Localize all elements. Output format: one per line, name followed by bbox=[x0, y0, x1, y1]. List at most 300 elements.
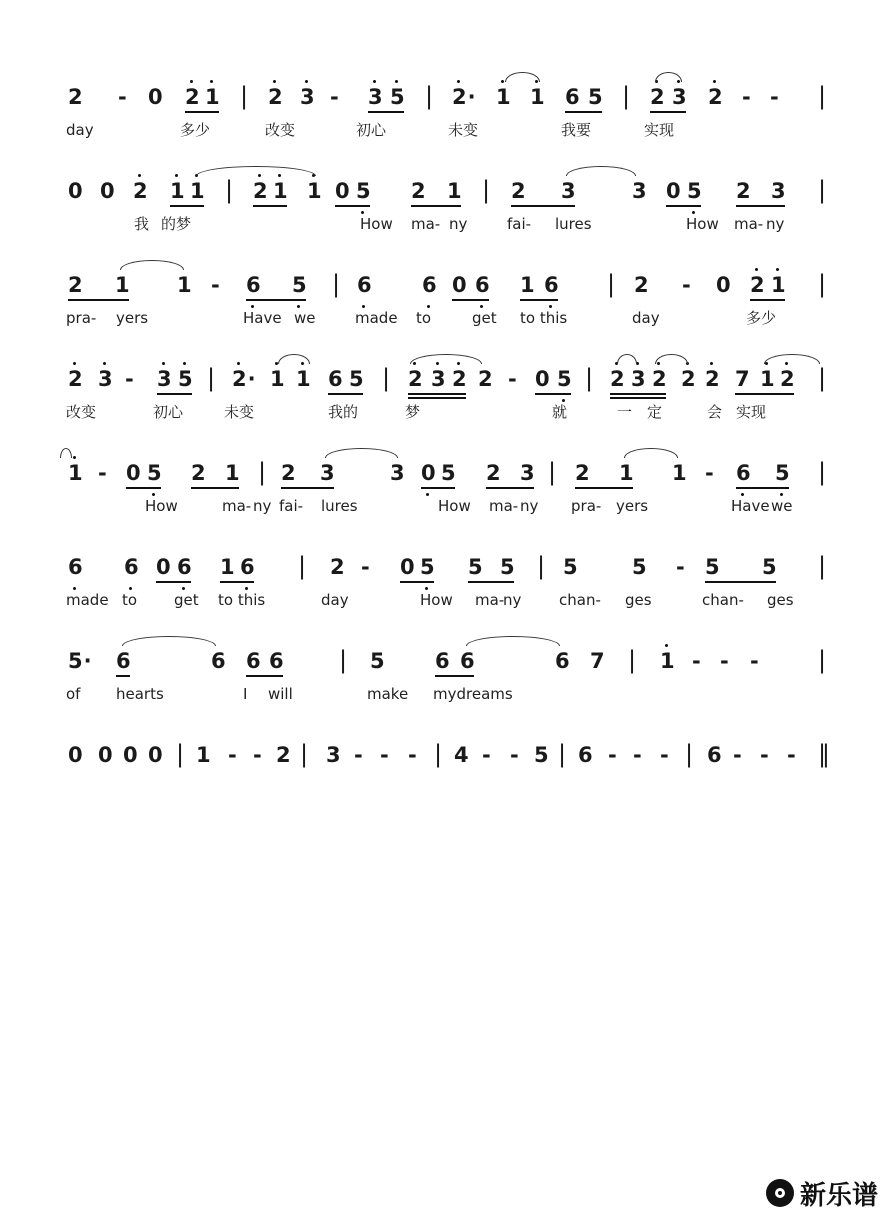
note: 1 bbox=[270, 367, 286, 391]
beam-underline bbox=[575, 487, 633, 489]
lyric: 未变 bbox=[224, 403, 255, 421]
beam-underline bbox=[335, 205, 370, 207]
note-extension: - bbox=[750, 649, 760, 673]
beam-underline bbox=[486, 487, 534, 489]
note: 5 bbox=[356, 179, 372, 203]
note: 6 bbox=[116, 649, 132, 673]
lyric: ny bbox=[253, 497, 272, 515]
barline: | bbox=[434, 740, 444, 768]
beam-underline bbox=[220, 581, 254, 583]
note: 0 bbox=[452, 273, 468, 297]
note: 1 bbox=[273, 179, 289, 203]
barline: | bbox=[818, 458, 828, 486]
beam-underline bbox=[750, 299, 785, 301]
beam-underline bbox=[520, 299, 558, 301]
note-extension: - bbox=[330, 85, 340, 109]
note-extension: - bbox=[720, 649, 730, 673]
note: 1 bbox=[225, 461, 241, 485]
note: 2 bbox=[330, 555, 346, 579]
lyric: 改变 bbox=[265, 121, 296, 139]
note: 3 bbox=[672, 85, 688, 109]
note: 6 bbox=[246, 273, 262, 297]
note: 2 bbox=[68, 273, 84, 297]
note-extension: - bbox=[633, 743, 643, 767]
beam-underline bbox=[650, 111, 686, 113]
note: 6 bbox=[565, 85, 581, 109]
barline: | bbox=[548, 458, 558, 486]
beam-underline bbox=[736, 487, 789, 489]
note: 5 bbox=[557, 367, 573, 391]
note: 5 bbox=[349, 367, 365, 391]
octave-dot-low bbox=[245, 587, 248, 590]
note: 2 bbox=[253, 179, 269, 203]
note: 2 bbox=[750, 273, 766, 297]
beam-underline bbox=[411, 205, 461, 207]
lyric: 我 bbox=[134, 215, 150, 233]
lyric: ges bbox=[767, 591, 794, 609]
note-extension: - bbox=[482, 743, 492, 767]
lyric: fai- bbox=[507, 215, 532, 233]
note: 5 bbox=[441, 461, 457, 485]
note-extension: - bbox=[354, 743, 364, 767]
note: 2 bbox=[191, 461, 207, 485]
note-extension: - bbox=[408, 743, 418, 767]
note: 5 bbox=[292, 273, 308, 297]
note: 5 bbox=[705, 555, 721, 579]
lyric: chan- bbox=[559, 591, 601, 609]
score-system bbox=[0, 84, 888, 174]
lyric: we bbox=[294, 309, 316, 327]
score-system bbox=[0, 648, 888, 738]
note: 5 bbox=[390, 85, 406, 109]
note: 5 bbox=[762, 555, 778, 579]
lyric: How bbox=[145, 497, 178, 515]
note-extension: - bbox=[742, 85, 752, 109]
logo-text: 新乐谱 bbox=[799, 1180, 878, 1211]
beam-underline bbox=[246, 675, 283, 677]
note: 3 bbox=[98, 367, 114, 391]
note: 1 bbox=[220, 555, 236, 579]
note: 1 bbox=[760, 367, 776, 391]
octave-dot-high bbox=[210, 80, 213, 83]
note: 1 bbox=[660, 649, 676, 673]
note: 7 bbox=[590, 649, 606, 673]
lyric: lures bbox=[321, 497, 358, 515]
octave-dot-high bbox=[457, 80, 460, 83]
note: 1 bbox=[520, 273, 536, 297]
beam-underline bbox=[246, 299, 306, 301]
beam-underline bbox=[610, 393, 666, 395]
note: 2 bbox=[68, 367, 84, 391]
lyric: to this bbox=[218, 591, 266, 609]
lyric: How bbox=[360, 215, 393, 233]
beam-underline bbox=[156, 581, 191, 583]
note-extension: - bbox=[253, 743, 263, 767]
octave-dot-low bbox=[427, 305, 430, 308]
score-system bbox=[0, 178, 888, 268]
note: 1 bbox=[68, 461, 84, 485]
note-extension: - bbox=[98, 461, 108, 485]
note: 1 bbox=[447, 179, 463, 203]
note: 3 bbox=[300, 85, 316, 109]
note: 4 bbox=[454, 743, 470, 767]
beam-underline bbox=[735, 393, 794, 395]
note: 0 bbox=[156, 555, 172, 579]
lyric: pra- bbox=[571, 497, 602, 515]
note: 0 bbox=[421, 461, 437, 485]
lyric: How bbox=[438, 497, 471, 515]
note: 1 bbox=[170, 179, 186, 203]
octave-dot-low bbox=[361, 211, 364, 214]
beam-underline bbox=[511, 205, 575, 207]
tie-arc bbox=[505, 72, 540, 82]
octave-dot-high bbox=[776, 268, 779, 271]
note: 6 bbox=[328, 367, 344, 391]
beam-underline bbox=[281, 487, 334, 489]
lyric: 我的 bbox=[328, 403, 359, 421]
octave-dot-low bbox=[741, 493, 744, 496]
note-extension: - bbox=[733, 743, 743, 767]
barline: | bbox=[382, 364, 392, 392]
octave-dot-high bbox=[710, 362, 713, 365]
octave-dot-high bbox=[237, 362, 240, 365]
beam-underline bbox=[435, 675, 474, 677]
octave-dot-low bbox=[362, 305, 365, 308]
note: 2 bbox=[185, 85, 201, 109]
note: 0 bbox=[68, 179, 84, 203]
octave-dot-low bbox=[780, 493, 783, 496]
note: 5 bbox=[370, 649, 386, 673]
note: 5 bbox=[632, 555, 648, 579]
note: 3 bbox=[632, 179, 648, 203]
note: 3 bbox=[520, 461, 536, 485]
beam-underline bbox=[400, 581, 434, 583]
barline: | bbox=[298, 552, 308, 580]
note: 5 bbox=[687, 179, 703, 203]
lyric: ny bbox=[449, 215, 468, 233]
barline: | bbox=[332, 270, 342, 298]
note-extension: - bbox=[361, 555, 371, 579]
barline: | bbox=[818, 646, 828, 674]
note: 1 bbox=[190, 179, 206, 203]
beam-underline bbox=[535, 393, 571, 395]
lyric: 会 bbox=[707, 403, 723, 421]
note: 6 bbox=[177, 555, 193, 579]
score-system bbox=[0, 272, 888, 362]
note: 3 bbox=[326, 743, 342, 767]
beam-underline bbox=[368, 111, 404, 113]
lyric: Have bbox=[243, 309, 282, 327]
note: 2 bbox=[486, 461, 502, 485]
note: 3 bbox=[390, 461, 406, 485]
note-extension: - bbox=[211, 273, 221, 297]
note: 1 bbox=[196, 743, 212, 767]
note: 2 bbox=[634, 273, 650, 297]
barline: | bbox=[628, 646, 638, 674]
note: 1 bbox=[530, 85, 546, 109]
note: 0 bbox=[400, 555, 416, 579]
lyric: make bbox=[367, 685, 409, 703]
note: 2 bbox=[276, 743, 292, 767]
octave-dot-high bbox=[501, 80, 504, 83]
note: 3 bbox=[561, 179, 577, 203]
note: 6 bbox=[475, 273, 491, 297]
note: 5 bbox=[534, 743, 550, 767]
lyric: 定 bbox=[647, 403, 663, 421]
note: 2 bbox=[268, 85, 284, 109]
lyric: ma- bbox=[475, 591, 505, 609]
lyric: ma- bbox=[734, 215, 764, 233]
beam-underline bbox=[408, 393, 466, 395]
barline: | bbox=[685, 740, 695, 768]
note: 3 bbox=[368, 85, 384, 109]
note: 0 bbox=[148, 743, 164, 767]
octave-dot-low bbox=[152, 493, 155, 496]
barline: | bbox=[339, 646, 349, 674]
note: 1 bbox=[115, 273, 131, 297]
note: 3 bbox=[631, 367, 647, 391]
lyric: ma- bbox=[222, 497, 252, 515]
octave-dot-high bbox=[162, 362, 165, 365]
octave-dot-low bbox=[297, 305, 300, 308]
note: 2 bbox=[705, 367, 721, 391]
note: 1 bbox=[672, 461, 688, 485]
barline: | bbox=[258, 458, 268, 486]
beam-underline bbox=[126, 487, 161, 489]
note: 6 bbox=[124, 555, 140, 579]
lyric: pra- bbox=[66, 309, 97, 327]
lyric: yers bbox=[616, 497, 649, 515]
note: 7 bbox=[735, 367, 751, 391]
score-system bbox=[0, 554, 888, 644]
barline: | bbox=[207, 364, 217, 392]
beam-underline bbox=[408, 397, 466, 399]
note: 2 bbox=[575, 461, 591, 485]
lyric: ny bbox=[766, 215, 785, 233]
octave-dot-high bbox=[103, 362, 106, 365]
beam-underline bbox=[565, 111, 602, 113]
beam-underline bbox=[170, 205, 204, 207]
lyric: ges bbox=[625, 591, 652, 609]
barline: | bbox=[818, 82, 828, 110]
lyric: 实现 bbox=[644, 121, 675, 139]
note-extension: - bbox=[787, 743, 797, 767]
barline: | bbox=[537, 552, 547, 580]
octave-dot-high bbox=[395, 80, 398, 83]
octave-dot-high bbox=[273, 80, 276, 83]
octave-dot-high bbox=[665, 644, 668, 647]
lyric: ma- bbox=[411, 215, 441, 233]
lyric: How bbox=[420, 591, 453, 609]
barline: | bbox=[818, 270, 828, 298]
note: 1 bbox=[771, 273, 787, 297]
note: 5 bbox=[775, 461, 791, 485]
note: 1 bbox=[205, 85, 221, 109]
lyric: 就 bbox=[552, 403, 568, 421]
lyric: 的梦 bbox=[161, 215, 192, 233]
note: 2 bbox=[408, 367, 424, 391]
lyric: How bbox=[686, 215, 719, 233]
barline: | bbox=[818, 176, 828, 204]
note: 5 bbox=[147, 461, 163, 485]
beam-underline bbox=[421, 487, 455, 489]
note: 2 bbox=[133, 179, 149, 203]
note: 2 bbox=[610, 367, 626, 391]
octave-dot-high bbox=[373, 80, 376, 83]
note: 5 bbox=[588, 85, 604, 109]
note: 2 bbox=[708, 85, 724, 109]
octave-dot-high bbox=[183, 362, 186, 365]
octave-dot-high bbox=[73, 456, 76, 459]
note-extension: - bbox=[770, 85, 780, 109]
lyric: get bbox=[174, 591, 199, 609]
note: 0 bbox=[100, 179, 116, 203]
lyric: fai- bbox=[279, 497, 304, 515]
note: 3 bbox=[431, 367, 447, 391]
octave-dot-high bbox=[755, 268, 758, 271]
lyric: of bbox=[66, 685, 81, 703]
note: 2 bbox=[281, 461, 297, 485]
note: 2 bbox=[68, 85, 84, 109]
octave-dot-high bbox=[175, 174, 178, 177]
note: 5 bbox=[563, 555, 579, 579]
note: 2 bbox=[736, 179, 752, 203]
note: 6 bbox=[435, 649, 451, 673]
note: 6 bbox=[240, 555, 256, 579]
note: 5 bbox=[468, 555, 484, 579]
note: 2 bbox=[780, 367, 796, 391]
tie-arc bbox=[655, 72, 682, 82]
lyric: we bbox=[771, 497, 793, 515]
note-extension: - bbox=[380, 743, 390, 767]
beam-underline bbox=[705, 581, 776, 583]
lyric: day bbox=[632, 309, 660, 327]
note: 6 bbox=[736, 461, 752, 485]
note: 1 bbox=[177, 273, 193, 297]
lyric: hearts bbox=[116, 685, 164, 703]
lyric: made bbox=[355, 309, 398, 327]
note-extension: - bbox=[228, 743, 238, 767]
note-extension: - bbox=[510, 743, 520, 767]
note: 2· bbox=[452, 85, 477, 109]
lyric: 初心 bbox=[153, 403, 184, 421]
beam-underline bbox=[736, 205, 785, 207]
octave-dot-low bbox=[251, 305, 254, 308]
note: 6 bbox=[422, 273, 438, 297]
note: 2 bbox=[650, 85, 666, 109]
note: 0 bbox=[335, 179, 351, 203]
octave-dot-high bbox=[713, 80, 716, 83]
barline: | bbox=[607, 270, 617, 298]
note: 6 bbox=[544, 273, 560, 297]
octave-dot-high bbox=[190, 80, 193, 83]
lyric: 实现 bbox=[736, 403, 767, 421]
barline: | bbox=[482, 176, 492, 204]
note: 6 bbox=[68, 555, 84, 579]
score-system bbox=[0, 366, 888, 456]
lyric: to bbox=[416, 309, 432, 327]
lyric: 多少 bbox=[746, 309, 777, 327]
lyric: to this bbox=[520, 309, 568, 327]
note: 6 bbox=[211, 649, 227, 673]
beam-underline bbox=[468, 581, 514, 583]
note: 6 bbox=[555, 649, 571, 673]
lyric: day bbox=[66, 121, 94, 139]
lyric: I bbox=[243, 685, 248, 703]
lyric: 梦 bbox=[405, 403, 421, 421]
score-system bbox=[0, 742, 888, 832]
barline: | bbox=[240, 82, 250, 110]
octave-dot-low bbox=[182, 587, 185, 590]
note: 6 bbox=[707, 743, 723, 767]
note-extension: - bbox=[760, 743, 770, 767]
lyric: 一 bbox=[617, 403, 633, 421]
lyric: made bbox=[66, 591, 109, 609]
beam-underline bbox=[666, 205, 701, 207]
note: 0 bbox=[535, 367, 551, 391]
note: 2 bbox=[478, 367, 494, 391]
note: 5 bbox=[178, 367, 194, 391]
octave-dot-low bbox=[129, 587, 132, 590]
octave-dot-low bbox=[426, 493, 429, 496]
note: 2 bbox=[511, 179, 527, 203]
beam-underline bbox=[185, 111, 219, 113]
note-extension: - bbox=[125, 367, 135, 391]
note: 3 bbox=[771, 179, 787, 203]
octave-dot-low bbox=[425, 587, 428, 590]
note: 1 bbox=[619, 461, 635, 485]
lyric: mydreams bbox=[433, 685, 513, 703]
note: 0 bbox=[123, 743, 139, 767]
lyric: 未变 bbox=[448, 121, 479, 139]
note: 6 bbox=[246, 649, 262, 673]
lyric: lures bbox=[555, 215, 592, 233]
barline: | bbox=[225, 176, 235, 204]
note: 0 bbox=[68, 743, 84, 767]
barline: | bbox=[818, 364, 828, 392]
note: 1 bbox=[496, 85, 512, 109]
beam-underline bbox=[328, 393, 363, 395]
note: 2 bbox=[411, 179, 427, 203]
barline: ‖ bbox=[818, 740, 831, 768]
octave-dot-low bbox=[73, 587, 76, 590]
lyric: 我要 bbox=[561, 121, 592, 139]
note-extension: - bbox=[608, 743, 618, 767]
barline: | bbox=[622, 82, 632, 110]
beam-underline bbox=[191, 487, 239, 489]
note-extension: - bbox=[705, 461, 715, 485]
beam-underline bbox=[452, 299, 489, 301]
note: 2 bbox=[452, 367, 468, 391]
note: 1 bbox=[296, 367, 312, 391]
lyric: 多少 bbox=[180, 121, 211, 139]
lyric: chan- bbox=[702, 591, 744, 609]
note: 5 bbox=[420, 555, 436, 579]
note: 3 bbox=[157, 367, 173, 391]
octave-dot-high bbox=[73, 362, 76, 365]
score-system bbox=[0, 460, 888, 550]
note: 2 bbox=[681, 367, 697, 391]
note: 0 bbox=[716, 273, 732, 297]
note-extension: - bbox=[660, 743, 670, 767]
lyric: yers bbox=[116, 309, 149, 327]
note: 0 bbox=[148, 85, 164, 109]
beam-underline bbox=[253, 205, 287, 207]
barline: | bbox=[585, 364, 595, 392]
note: 0 bbox=[126, 461, 142, 485]
note-extension: - bbox=[692, 649, 702, 673]
note-extension: - bbox=[682, 273, 692, 297]
